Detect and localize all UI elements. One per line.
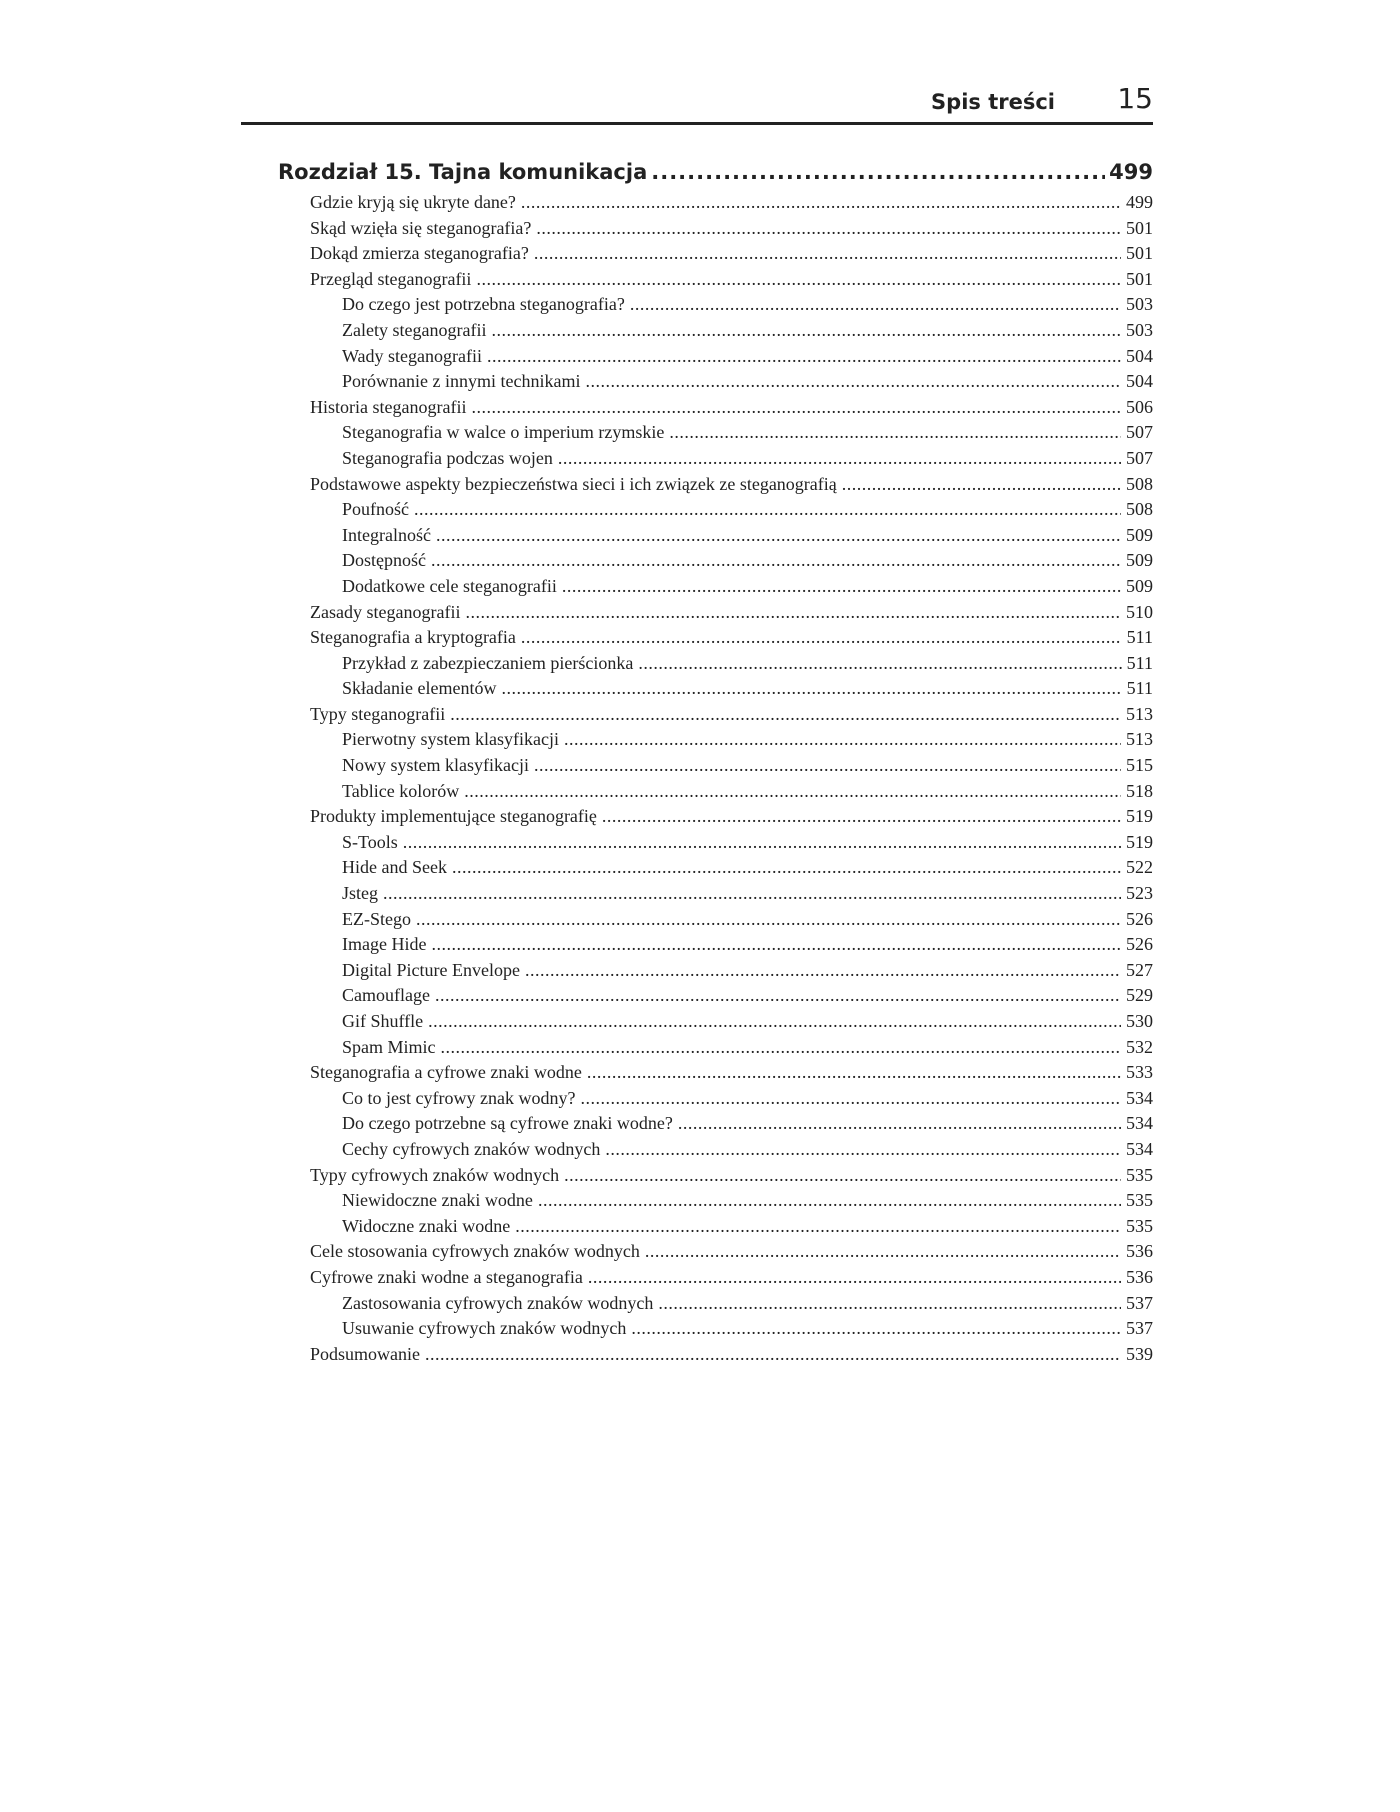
toc-entry-title: Podsumowanie xyxy=(310,1343,420,1364)
toc-entry-page: 509 xyxy=(1126,575,1153,596)
toc-entry-page: 507 xyxy=(1126,422,1153,443)
toc-entry-title: Usuwanie cyfrowych znaków wodnych xyxy=(342,1318,627,1339)
toc-entry-title: Digital Picture Envelope xyxy=(342,959,520,980)
dot-leader xyxy=(403,832,1121,853)
dot-leader xyxy=(436,525,1121,546)
toc-entry xyxy=(310,678,1153,704)
toc-entry-title: Image Hide xyxy=(342,934,427,955)
toc-entry xyxy=(310,1139,1153,1165)
toc-entry-title: Gif Shuffle xyxy=(342,1011,424,1031)
toc-entry xyxy=(310,857,1153,883)
toc-entry-page: 534 xyxy=(1126,1087,1153,1108)
toc-entry-title: Steganografia w walce o imperium rzymskie xyxy=(342,422,665,443)
chapter-heading xyxy=(278,160,1153,184)
dot-leader xyxy=(501,678,1121,699)
dot-leader xyxy=(487,346,1121,367)
dot-leader xyxy=(441,1037,1122,1058)
toc-entry xyxy=(310,909,1153,935)
toc-entry-page: 513 xyxy=(1126,729,1153,750)
toc-entry xyxy=(310,192,1153,218)
toc-entry xyxy=(310,985,1153,1011)
dot-leader xyxy=(464,781,1121,802)
dot-leader xyxy=(562,576,1121,597)
dot-leader xyxy=(602,806,1121,827)
toc-entry xyxy=(310,1216,1153,1242)
toc-entry-title: Spam Mimic xyxy=(342,1036,436,1057)
dot-leader xyxy=(631,1318,1121,1339)
dot-leader xyxy=(605,1139,1121,1160)
toc-entry xyxy=(310,1062,1153,1088)
toc-entry xyxy=(310,550,1153,576)
toc-entry-page: 532 xyxy=(1126,1036,1153,1057)
dot-leader xyxy=(669,422,1121,443)
dot-leader xyxy=(425,1344,1121,1365)
toc-entry-page: 511 xyxy=(1126,652,1153,673)
toc-entry xyxy=(310,1088,1153,1114)
toc-entry-title: Dokąd zmierza steganografia? xyxy=(310,243,529,264)
dot-leader xyxy=(431,550,1121,571)
dot-leader xyxy=(450,704,1121,725)
header-page-number: 15 xyxy=(1117,82,1153,115)
toc-entry xyxy=(310,1165,1153,1191)
toc-entry xyxy=(310,371,1153,397)
toc-entry-title: Wady steganografii xyxy=(342,345,483,366)
dot-leader xyxy=(534,243,1121,264)
dot-leader xyxy=(580,1088,1121,1109)
toc-entry xyxy=(310,1011,1153,1037)
dot-leader xyxy=(842,474,1121,495)
toc-entry-page: 530 xyxy=(1126,1011,1153,1031)
toc-entry-title: Historia steganografii xyxy=(310,396,467,417)
toc-entry-page: 535 xyxy=(1126,1190,1153,1211)
toc-entry-title: Tablice kolorów xyxy=(342,780,460,801)
chapter-page: 499 xyxy=(1109,160,1153,184)
toc-entry-page: 507 xyxy=(1126,447,1153,468)
dot-leader xyxy=(538,1190,1121,1211)
toc-entry-title: Zasady steganografii xyxy=(310,601,461,622)
toc-entry xyxy=(310,704,1153,730)
toc-entry-title: Steganografia a cyfrowe znaki wodne xyxy=(310,1062,582,1083)
toc-entry-page: 506 xyxy=(1126,396,1153,417)
toc-entry-title: S-Tools xyxy=(342,831,398,852)
dot-leader xyxy=(525,960,1121,981)
toc-entry xyxy=(310,1267,1153,1293)
toc-entry-page: 537 xyxy=(1126,1292,1153,1313)
toc-entry-title: Typy cyfrowych znaków wodnych xyxy=(310,1164,560,1185)
toc-entry xyxy=(310,269,1153,295)
dot-leader xyxy=(383,883,1121,904)
dot-leader xyxy=(651,160,1105,184)
dot-leader xyxy=(416,909,1121,930)
dot-leader xyxy=(521,192,1121,213)
toc-entry-page: 519 xyxy=(1126,806,1153,827)
toc-entry-title: Cele stosowania cyfrowych znaków wodnych xyxy=(310,1241,640,1262)
toc-entry-title: Steganografia a kryptografia xyxy=(310,627,516,648)
toc-entry xyxy=(310,806,1153,832)
chapter-title: Rozdział 15. Tajna komunikacja xyxy=(278,160,648,184)
dot-leader xyxy=(435,985,1121,1006)
toc-entry-page: 537 xyxy=(1126,1318,1153,1339)
toc-entry-page: 509 xyxy=(1126,524,1153,545)
toc-entry xyxy=(310,576,1153,602)
toc-entry-title: Przykład z zabezpieczaniem pierścionka xyxy=(342,652,634,673)
dot-leader xyxy=(515,1216,1121,1237)
toc-entry-title: Produkty implementujące steganografię xyxy=(310,806,597,827)
toc-entry-page: 501 xyxy=(1126,243,1153,264)
toc-entry xyxy=(310,1344,1153,1370)
toc-entry-title: Niewidoczne znaki wodne xyxy=(342,1190,533,1211)
toc-entry-page: 539 xyxy=(1126,1343,1153,1364)
toc-entry-page: 529 xyxy=(1126,985,1153,1006)
toc-entry-page: 523 xyxy=(1126,883,1153,904)
toc-list xyxy=(310,192,1153,1369)
dot-leader xyxy=(428,1011,1121,1032)
toc-entry-page: 526 xyxy=(1126,908,1153,929)
toc-entry xyxy=(310,1318,1153,1344)
toc-entry-title: Składanie elementów xyxy=(342,678,497,699)
toc-entry xyxy=(310,832,1153,858)
toc-entry-page: 504 xyxy=(1126,345,1153,366)
toc-entry xyxy=(310,474,1153,500)
dot-leader xyxy=(585,371,1121,392)
toc-entry-page: 533 xyxy=(1126,1062,1153,1083)
toc-entry xyxy=(310,499,1153,525)
toc-entry xyxy=(310,627,1153,653)
toc-entry-title: Do czego jest potrzebna steganografia? xyxy=(342,294,625,315)
toc-entry-title: Co to jest cyfrowy znak wodny? xyxy=(342,1087,576,1108)
toc-entry xyxy=(310,525,1153,551)
toc-entry-title: EZ-Stego xyxy=(342,908,411,929)
toc-entry-title: Camouflage xyxy=(342,985,430,1006)
toc-entry xyxy=(310,960,1153,986)
toc-entry-page: 508 xyxy=(1126,499,1153,520)
toc-entry xyxy=(310,218,1153,244)
dot-leader xyxy=(630,294,1121,315)
toc-entry-title: Steganografia podczas wojen xyxy=(342,447,553,468)
toc-entry-page: 515 xyxy=(1126,755,1153,776)
toc-entry-page: 535 xyxy=(1126,1164,1153,1185)
toc-entry-page: 536 xyxy=(1126,1241,1153,1262)
toc-entry-title: Integralność xyxy=(342,524,431,545)
toc-entry xyxy=(310,397,1153,423)
toc-entry-page: 503 xyxy=(1126,294,1153,315)
toc-entry-page: 519 xyxy=(1126,831,1153,852)
toc-entry xyxy=(310,883,1153,909)
toc-entry xyxy=(310,602,1153,628)
toc-entry xyxy=(310,934,1153,960)
toc-entry-page: 501 xyxy=(1126,217,1153,238)
toc-entry-page: 526 xyxy=(1126,934,1153,955)
toc-entry-title: Typy steganografii xyxy=(310,703,446,724)
toc-entry xyxy=(310,1241,1153,1267)
toc-entry xyxy=(310,422,1153,448)
dot-leader xyxy=(431,934,1121,955)
toc-entry xyxy=(310,653,1153,679)
toc-entry xyxy=(310,755,1153,781)
toc-entry-title: Cechy cyfrowych znaków wodnych xyxy=(342,1138,601,1159)
dot-leader xyxy=(638,653,1121,674)
dot-leader xyxy=(536,218,1121,239)
dot-leader xyxy=(465,602,1121,623)
toc-entry xyxy=(310,1113,1153,1139)
toc-entry-page: 508 xyxy=(1126,473,1153,494)
dot-leader xyxy=(476,269,1121,290)
toc-entry-page: 499 xyxy=(1126,192,1153,212)
running-header xyxy=(241,82,1153,125)
toc-entry xyxy=(310,1293,1153,1319)
toc-entry xyxy=(310,781,1153,807)
toc-entry-page: 535 xyxy=(1126,1215,1153,1236)
dot-leader xyxy=(658,1293,1121,1314)
toc-entry-page: 510 xyxy=(1126,601,1153,622)
toc-entry-title: Dostępność xyxy=(342,550,426,571)
toc-entry-page: 536 xyxy=(1126,1266,1153,1287)
toc-entry-title: Dodatkowe cele steganografii xyxy=(342,575,557,596)
toc-entry xyxy=(310,729,1153,755)
dot-leader xyxy=(587,1062,1121,1083)
toc-entry xyxy=(310,1037,1153,1063)
toc-entry xyxy=(310,320,1153,346)
toc-entry-page: 534 xyxy=(1126,1138,1153,1159)
toc-entry-title: Zastosowania cyfrowych znaków wodnych xyxy=(342,1292,654,1313)
dot-leader xyxy=(452,857,1121,878)
toc-entry-page: 511 xyxy=(1126,678,1153,699)
toc-entry-title: Cyfrowe znaki wodne a steganografia xyxy=(310,1266,583,1287)
dot-leader xyxy=(521,627,1122,648)
dot-leader xyxy=(564,1165,1121,1186)
toc-entry-title: Do czego potrzebne są cyfrowe znaki wodne? xyxy=(342,1113,673,1134)
toc-entry-page: 513 xyxy=(1126,703,1153,724)
dot-leader xyxy=(645,1241,1121,1262)
toc-entry-page: 504 xyxy=(1126,371,1153,392)
dot-leader xyxy=(491,320,1121,341)
header-section-title: Spis treści xyxy=(931,90,1055,114)
dot-leader xyxy=(678,1113,1121,1134)
toc-entry-title: Gdzie kryją się ukryte dane? xyxy=(310,192,516,212)
dot-leader xyxy=(534,755,1121,776)
dot-leader xyxy=(564,729,1121,750)
toc-entry-title: Pierwotny system klasyfikacji xyxy=(342,729,559,750)
toc-entry-title: Skąd wzięła się steganografia? xyxy=(310,217,532,238)
dot-leader xyxy=(588,1267,1121,1288)
dot-leader xyxy=(414,499,1121,520)
toc-entry-title: Przegląd steganografii xyxy=(310,268,472,289)
dot-leader xyxy=(558,448,1121,469)
toc-entry-title: Jsteg xyxy=(342,883,378,904)
toc-entry xyxy=(310,346,1153,372)
toc-entry xyxy=(310,294,1153,320)
toc-entry-title: Widoczne znaki wodne xyxy=(342,1215,511,1236)
toc-entry-page: 511 xyxy=(1126,627,1153,648)
toc-entry-page: 522 xyxy=(1126,857,1153,878)
toc-entry-title: Poufność xyxy=(342,499,409,520)
toc-entry xyxy=(310,448,1153,474)
toc-entry-page: 509 xyxy=(1126,550,1153,571)
toc-entry-page: 503 xyxy=(1126,319,1153,340)
toc-entry-page: 527 xyxy=(1126,959,1153,980)
toc-entry-page: 501 xyxy=(1126,268,1153,289)
toc-entry xyxy=(310,1190,1153,1216)
toc-entry-title: Nowy system klasyfikacji xyxy=(342,755,529,776)
toc-entry-page: 534 xyxy=(1126,1113,1153,1134)
toc-entry-title: Podstawowe aspekty bezpieczeństwa sieci i ich związek ze steganografią xyxy=(310,473,837,494)
toc-entry xyxy=(310,243,1153,269)
toc-entry-title: Porównanie z innymi technikami xyxy=(342,371,581,392)
toc-entry-page: 518 xyxy=(1126,780,1153,801)
toc-entry-title: Zalety steganografii xyxy=(342,319,487,340)
toc-entry-title: Hide and Seek xyxy=(342,857,447,878)
dot-leader xyxy=(471,397,1121,418)
